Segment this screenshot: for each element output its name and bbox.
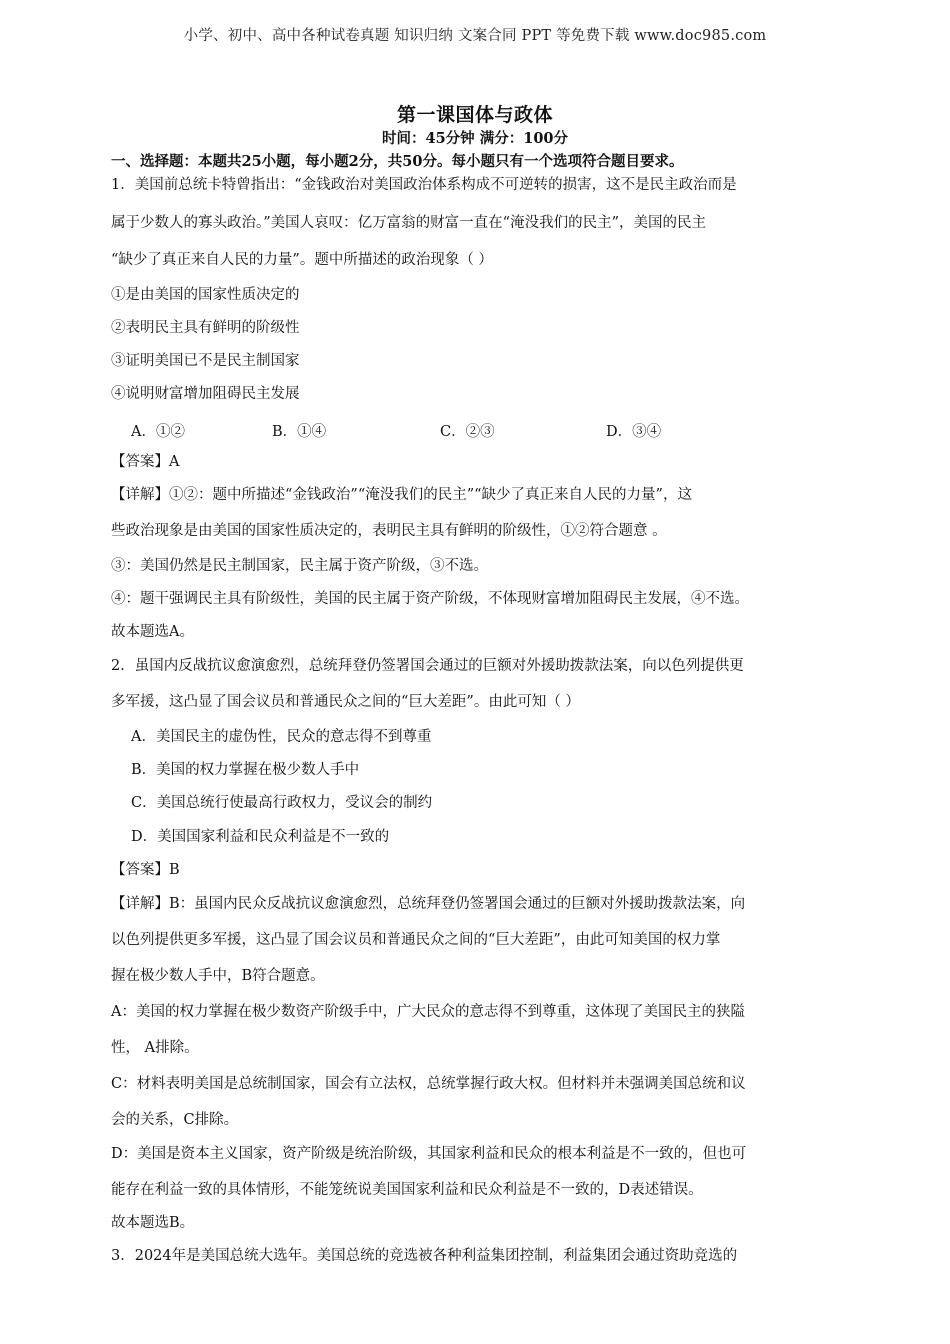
page-title: 第一课国体与政体: [396, 104, 553, 126]
q1-statement: ②表明民主具有鲜明的阶级性: [111, 320, 300, 336]
q1-options: [131, 420, 831, 440]
q2-explanation-line: 【详解】B：虽国内民众反战抗议愈演愈烈，总统拜登仍签署国会通过的巨额对外援助拨款法案，向: [111, 896, 746, 912]
header-banner: 小学、初中、高中各种试卷真题 知识归纳 文案合同 PPT 等免费下载 www.doc985.com: [183, 28, 767, 44]
q2-option-d: D．美国国家利益和民众利益是不一致的: [131, 829, 390, 845]
q1-answer: 【答案】A: [111, 454, 180, 470]
q2-explanation-line: 以色列提供更多军援，这凸显了国会议员和普通民众之间的“巨大差距”，由此可知美国的权力掌: [111, 932, 721, 948]
q1-option-d: D．③④: [606, 424, 662, 440]
q2-option-b: B．美国的权力掌握在极少数人手中: [131, 762, 360, 778]
q2-explanation-line: 能存在利益一致的具体情形，不能笼统说美国国家利益和民众利益是不一致的，D表述错误。: [111, 1182, 703, 1198]
q2-option-a: A．美国民主的虚伪性，民众的意志得不到尊重: [131, 729, 432, 745]
q2-stem-line: 多军援，这凸显了国会议员和普通民众之间的“巨大差距”。由此可知（ ）: [111, 694, 580, 710]
q2-answer: 【答案】B: [111, 862, 180, 878]
q1-statement: ③证明美国已不是民主制国家: [111, 353, 300, 369]
q2-explanation-line: 会的关系，C排除。: [111, 1112, 239, 1128]
q1-explanation-line: 故本题选A。: [111, 624, 194, 640]
q1-option-b: B．①④: [272, 424, 327, 440]
q2-stem-line: 2．虽国内反战抗议愈演愈烈，总统拜登仍签署国会通过的巨额对外援助拨款法案，向以色列提供更: [111, 658, 744, 674]
q2-option-c: C．美国总统行使最高行政权力，受议会的制约: [131, 795, 433, 811]
q1-stem-line: 1．美国前总统卡特曾指出：“金钱政治对美国政治体系构成不可逆转的损害，这不是民主政治而是: [111, 177, 737, 193]
q1-explanation-line: ④：题干强调民主具有阶级性，美国的民主属于资产阶级，不体现财富增加阻碍民主发展，④不选。: [111, 591, 749, 607]
q1-statement: ①是由美国的国家性质决定的: [111, 287, 300, 303]
q3-stem-line: 3．2024年是美国总统大选年。美国总统的竞选被各种利益集团控制，利益集团会通过资助竞选的: [111, 1248, 738, 1264]
q2-explanation-line: A：美国的权力掌握在极少数资产阶级手中，广大民众的意志得不到尊重，这体现了美国民主的狭隘: [111, 1004, 745, 1020]
q2-explanation-line: 性， A排除。: [111, 1040, 199, 1056]
q1-statement: ④说明财富增加阻碍民主发展: [111, 386, 300, 402]
q1-option-c: C．②③: [440, 424, 495, 440]
exam-meta: 时间：45分钟 满分：100分: [382, 130, 568, 147]
q2-explanation-line: 握在极少数人手中，B符合题意。: [111, 968, 325, 984]
section-heading: 一、选择题：本题共25小题，每小题2分，共50分。每小题只有一个选项符合题目要求。: [111, 153, 684, 170]
q2-explanation-line: C：材料表明美国是总统制国家，国会有立法权，总统掌握行政大权。但材料并未强调美国总统和议: [111, 1076, 746, 1092]
q1-explanation-line: 些政治现象是由美国的国家性质决定的，表明民主具有鲜明的阶级性，①②符合题意 。: [111, 523, 667, 539]
q1-stem-line: 属于少数人的寡头政治。”美国人哀叹：亿万富翁的财富一直在“淹没我们的民主”，美国的民主: [111, 215, 706, 231]
q1-explanation-line: 【详解】①②：题中所描述“金钱政治”“淹没我们的民主”“缺少了真正来自人民的力量”，这: [111, 487, 692, 503]
q1-explanation-line: ③：美国仍然是民主制国家，民主属于资产阶级，③不选。: [111, 558, 488, 574]
q1-option-a: A．①②: [131, 424, 185, 440]
q2-explanation-line: 故本题选B。: [111, 1215, 195, 1231]
q2-explanation-line: D：美国是资本主义国家，资产阶级是统治阶级，其国家利益和民众的根本利益是不一致的，但也可: [111, 1146, 747, 1162]
q1-stem-line: “缺少了真正来自人民的力量”。题中所描述的政治现象（ ）: [111, 252, 493, 268]
